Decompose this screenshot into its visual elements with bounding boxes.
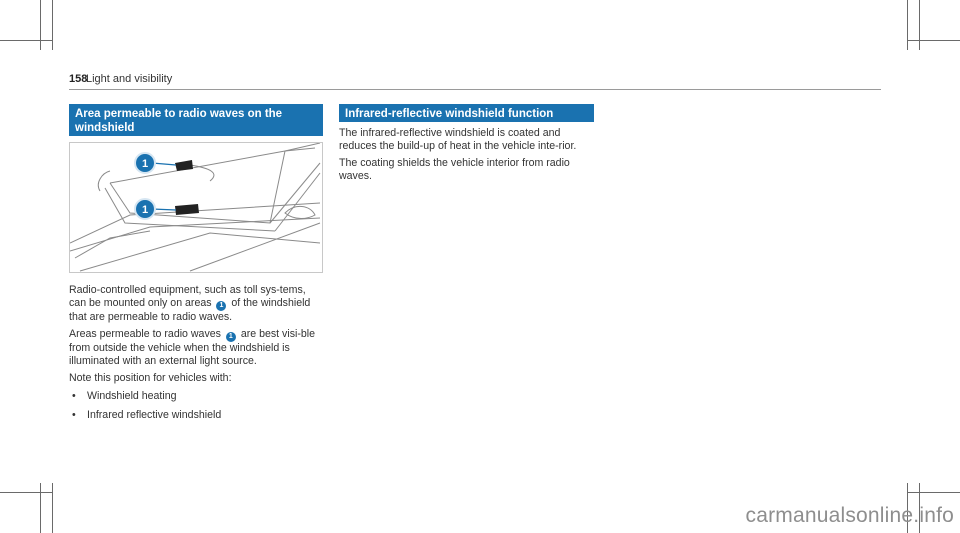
crop-mark <box>907 0 908 50</box>
crop-mark <box>40 483 41 533</box>
section-heading-radio-area <box>69 104 323 136</box>
page-title: Light and visibility <box>86 73 173 85</box>
windshield-drawing <box>70 143 322 272</box>
text-run: Areas permeable to radio waves <box>69 328 224 341</box>
list-item <box>69 409 325 422</box>
crop-mark <box>40 0 41 50</box>
paragraph: Note this position for vehicles with: <box>69 372 232 385</box>
paragraph: The infrared-reflective windshield is coated and reduces the build-up of heat in the vehicle inte-rior. <box>339 127 577 152</box>
page-header <box>69 73 881 90</box>
callout-marker-icon: 1 <box>141 158 149 170</box>
crop-mark <box>919 0 920 50</box>
crop-mark <box>908 492 960 493</box>
list-item-text: Windshield heating <box>87 389 177 402</box>
bullet-icon: • <box>72 389 76 402</box>
text-run: of the windshield that are permeable to radio waves. <box>69 296 311 323</box>
crop-mark <box>52 0 53 50</box>
bullet-list <box>69 390 325 421</box>
list-item <box>69 390 325 403</box>
paragraph <box>69 328 325 367</box>
bullet-icon: • <box>72 408 76 421</box>
crop-mark <box>0 492 52 493</box>
page-number: 158 <box>69 73 88 85</box>
text-run: are best visi-ble from outside the vehicle when the windshield is illuminated with an external light source. <box>69 328 316 367</box>
section-heading-infrared <box>339 104 594 122</box>
text-run: Radio-controlled equipment, such as toll sys-tems, can be mounted only on areas <box>69 284 306 309</box>
paragraph <box>69 284 325 323</box>
paragraph: The coating shields the vehicle interior from radio waves. <box>339 157 570 182</box>
callout-marker-icon: 1 <box>226 332 236 342</box>
crop-mark <box>52 483 53 533</box>
crop-mark <box>0 40 52 41</box>
right-body-text <box>339 127 595 187</box>
crop-mark <box>908 40 960 41</box>
watermark: carmanualsonline.info <box>745 504 954 527</box>
windshield-illustration <box>69 142 323 273</box>
callout-marker-icon: 1 <box>141 204 149 216</box>
callout-marker-icon: 1 <box>216 301 226 311</box>
left-body-text <box>69 284 325 427</box>
section-heading-text: Area permeable to radio waves on the windshield <box>75 108 283 134</box>
section-heading-text: Infrared-reflective windshield function <box>345 108 554 120</box>
list-item-text: Infrared reflective windshield <box>87 408 222 421</box>
